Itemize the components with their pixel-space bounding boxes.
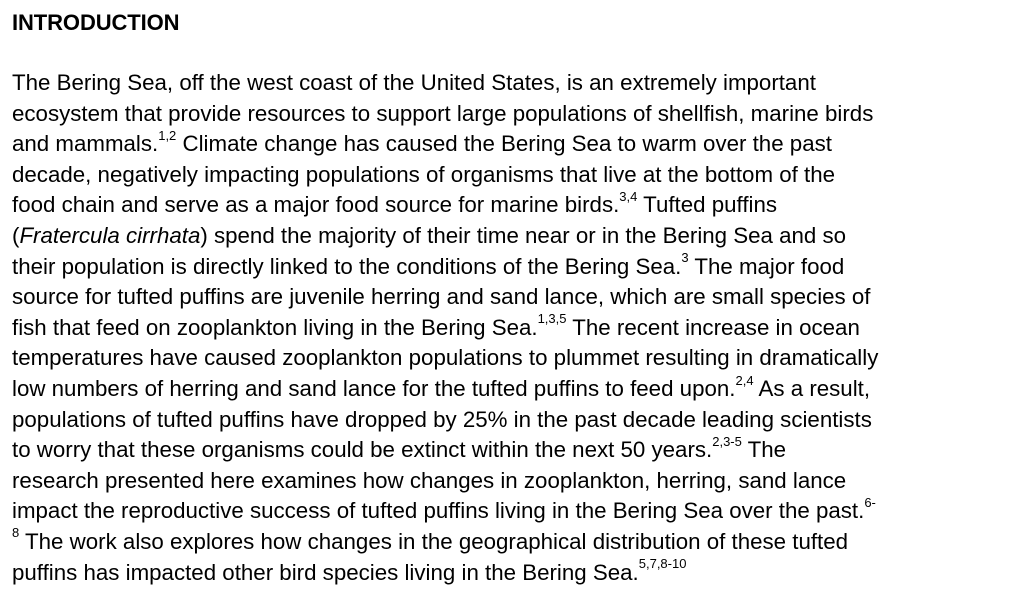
paragraph-line xyxy=(12,558,1022,589)
text-run: As a result, xyxy=(753,375,871,401)
text-run: food chain and serve as a major food source for marine birds. xyxy=(12,192,620,218)
paragraph-line xyxy=(12,496,1022,527)
paragraph-line xyxy=(12,466,1022,497)
text-run: and mammals. xyxy=(12,131,159,157)
text-run: their population is directly linked to the conditions of the Bering Sea. xyxy=(12,253,682,279)
paragraph-line xyxy=(12,435,1022,466)
paragraph-line xyxy=(12,221,1022,252)
text-run: research presented here examines how changes in zooplankton, herring, sand lance xyxy=(12,467,847,493)
text-run: populations of tufted puffins have dropped by 25% in the past decade leading scientists xyxy=(12,406,872,432)
text-run: ) spend the majority of their time near or in the Bering Sea and so xyxy=(200,222,847,248)
paragraph-line xyxy=(12,68,1022,99)
text-run: ecosystem that provide resources to support large populations of shellfish, marine birds xyxy=(12,100,874,126)
paragraph-line xyxy=(12,313,1022,344)
paragraph-line xyxy=(12,405,1022,436)
text-run: low numbers of herring and sand lance for the tufted puffins to feed upon. xyxy=(12,375,736,401)
paragraph-line xyxy=(12,160,1022,191)
text-run: The xyxy=(741,437,787,463)
text-run: source for tufted puffins are juvenile herring and sand lance, which are small species of xyxy=(12,284,871,310)
paragraph-line xyxy=(12,252,1022,283)
paragraph-line xyxy=(12,99,1022,130)
text-run: The Bering Sea, off the west coast of the United States, is an extremely important xyxy=(12,70,816,95)
paragraph-line xyxy=(12,374,1022,405)
citation-superscript: 5,7,8-10 xyxy=(638,556,687,572)
paragraph-line xyxy=(12,527,1022,558)
text-run: impact the reproductive success of tufted puffins living in the Bering Sea over the past. xyxy=(12,498,865,524)
text-run: fish that feed on zooplankton living in the Bering Sea. xyxy=(12,314,538,340)
text-run: puffins has impacted other bird species living in the Bering Sea. xyxy=(12,559,639,585)
introduction-paragraph xyxy=(12,68,1022,588)
text-run: decade, negatively impacting populations of organisms that live at the bottom of the xyxy=(12,161,836,187)
paragraph-line xyxy=(12,190,1022,221)
citation-superscript: 2,3-5 xyxy=(712,433,742,449)
citation-superscript: 6- xyxy=(864,494,876,510)
text-run: The major food xyxy=(688,253,845,279)
text-run: The work also explores how changes in the geographical distribution of these tufted xyxy=(19,528,849,554)
paragraph-line xyxy=(12,343,1022,374)
citation-superscript: 1,2 xyxy=(158,127,177,143)
text-run: The recent increase in ocean xyxy=(566,314,860,340)
text-run: Tufted puffins xyxy=(637,192,778,218)
text-run: to worry that these organisms could be extinct within the next 50 years. xyxy=(12,437,713,463)
citation-superscript: 2,4 xyxy=(735,372,754,388)
paragraph-line xyxy=(12,129,1022,160)
text-run: Climate change has caused the Bering Sea to warm over the past xyxy=(176,131,832,157)
citation-superscript: 8 xyxy=(12,525,20,541)
citation-superscript: 3 xyxy=(681,250,689,266)
text-run: temperatures have caused zooplankton populations to plummet resulting in dramatically xyxy=(12,345,879,371)
paragraph-line xyxy=(12,282,1022,313)
citation-superscript: 3,4 xyxy=(619,188,638,204)
species-name-italic: Fratercula cirrhata xyxy=(19,222,201,248)
section-heading: INTRODUCTION xyxy=(12,10,180,35)
citation-superscript: 1,3,5 xyxy=(537,311,567,327)
text-run: ( xyxy=(12,222,20,248)
